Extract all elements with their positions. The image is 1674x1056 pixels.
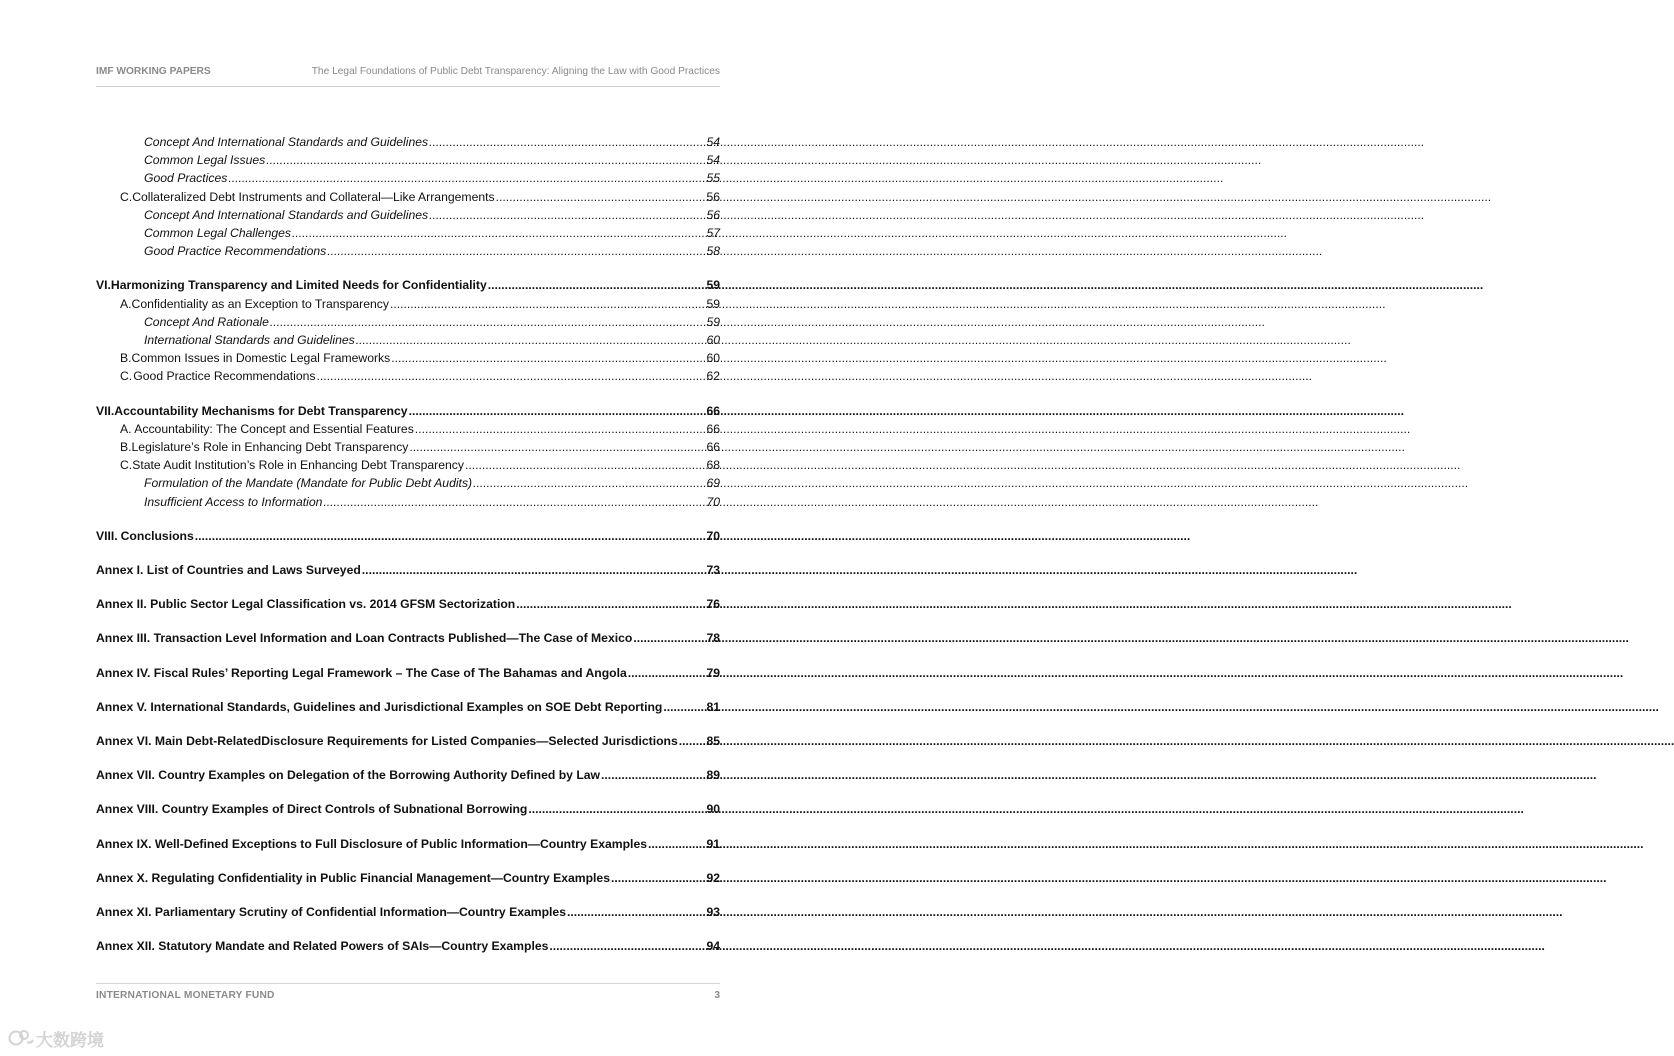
- toc-entry-page: 85: [706, 734, 720, 748]
- toc-entry[interactable]: [96, 188, 720, 206]
- toc-dot-leader: [528, 800, 705, 818]
- toc-entry-title: Good Practices: [144, 171, 228, 186]
- toc-dot-leader: [195, 527, 706, 545]
- toc-entry-title: A. Accountability: The Concept and Essential Features: [120, 421, 414, 436]
- toc-entry-title: Insufficient Access to Information: [144, 494, 323, 509]
- toc-entry[interactable]: [96, 456, 720, 474]
- toc-entry[interactable]: [96, 295, 720, 313]
- toc-entry-title: Common Issues in Domestic Legal Frameworks: [131, 351, 391, 366]
- toc-entry[interactable]: [96, 595, 720, 613]
- toc-entry-page: 59: [706, 296, 720, 311]
- toc-entry[interactable]: [96, 664, 720, 682]
- toc-entry[interactable]: [96, 151, 720, 169]
- toc-entry[interactable]: [96, 698, 720, 716]
- page-header: [96, 66, 720, 82]
- toc-entry-number: VII.: [96, 403, 115, 418]
- toc-entry[interactable]: [96, 732, 720, 750]
- toc-entry-page: 59: [706, 314, 720, 329]
- toc-entry-page: 70: [706, 528, 720, 543]
- toc-entry-page: 60: [706, 351, 720, 366]
- toc-entry-page: 66: [706, 421, 720, 436]
- toc-entry-page: 68: [706, 458, 720, 473]
- toc-dot-leader: [317, 367, 706, 385]
- toc-dot-leader: [266, 151, 705, 169]
- toc-dot-leader: [391, 349, 705, 367]
- toc-entry-title: International Standards and Guidelines: [144, 333, 355, 347]
- toc-entry[interactable]: [96, 206, 720, 224]
- toc-dot-leader: [415, 420, 706, 438]
- watermark-text: 大数跨境: [36, 1030, 104, 1050]
- toc-entry[interactable]: [96, 276, 720, 294]
- toc-dot-leader: [633, 629, 705, 647]
- toc-entry-page: 56: [706, 189, 720, 204]
- toc-entry[interactable]: [96, 331, 720, 349]
- toc-dot-leader: [648, 835, 705, 853]
- toc-dot-leader: [356, 331, 706, 349]
- footer-organization: INTERNATIONAL MONETARY FUND: [96, 990, 275, 1001]
- toc-entry-title: Annex II. Public Sector Legal Classification vs. 2014 GFSM Sectorization: [96, 597, 516, 612]
- toc-entry-title: Harmonizing Transparency and Limited Needs for Confidentiality: [110, 278, 487, 293]
- toc-entry-number: B.: [120, 440, 132, 454]
- toc-dot-leader: [390, 295, 705, 313]
- header-divider: [96, 86, 720, 87]
- toc-entry-title: Annex IV. Fiscal Rules’ Reporting Legal Framework – The Case of The Bahamas and Angola: [96, 665, 627, 680]
- toc-entry-page: 70: [706, 494, 720, 509]
- toc-entry-title: Annex VIII. Country Examples of Direct Controls of Subnational Borrowing: [96, 802, 528, 817]
- toc-entry-page: 57: [706, 226, 720, 240]
- toc-entry-number: B.: [120, 351, 132, 366]
- toc-dot-leader: [679, 732, 706, 750]
- toc-entry-number: VI.: [96, 278, 111, 293]
- toc-dot-leader: [323, 493, 705, 511]
- toc-dot-leader: [409, 438, 705, 456]
- toc-entry-page: 54: [706, 135, 720, 149]
- toc-entry-page: 55: [706, 171, 720, 186]
- toc-dot-leader: [628, 664, 706, 682]
- toc-entry-title: Formulation of the Mandate (Mandate for Public Debt Audits): [144, 476, 473, 491]
- toc-entry-page: 91: [706, 836, 720, 851]
- toc-entry-title: Annex III. Transaction Level Information and Loan Contracts Published—The Case of Mexico: [96, 631, 633, 646]
- toc-dot-leader: [611, 869, 705, 887]
- toc-entry-page: 81: [706, 699, 720, 714]
- toc-dot-leader: [663, 698, 705, 716]
- toc-entry-number: A.: [120, 296, 132, 311]
- toc-entry-page: 58: [706, 244, 720, 259]
- toc-entry[interactable]: [96, 937, 720, 955]
- toc-dot-leader: [409, 402, 706, 420]
- toc-dot-leader: [270, 313, 706, 331]
- toc-entry-title: Concept And Rationale: [144, 314, 269, 329]
- toc-dot-leader: [362, 561, 706, 579]
- toc-entry[interactable]: [96, 349, 720, 367]
- toc-entry[interactable]: [96, 313, 720, 331]
- toc-dot-leader: [549, 937, 705, 955]
- toc-entry-page: 73: [706, 563, 720, 577]
- toc-entry[interactable]: [96, 869, 720, 887]
- toc-entry[interactable]: [96, 629, 720, 647]
- paper-title: The Legal Foundations of Public Debt Transparency: Aligning the Law with Good Practices: [311, 66, 720, 77]
- toc-entry-title: Common Legal Challenges: [144, 226, 292, 240]
- toc-dot-leader: [292, 224, 705, 242]
- watermark-logo-icon: [8, 1027, 34, 1049]
- watermark: [8, 1026, 104, 1050]
- toc-entry-page: 56: [706, 207, 720, 222]
- toc-dot-leader: [327, 242, 705, 260]
- toc-entry-page: 69: [706, 476, 720, 491]
- toc-dot-leader: [429, 133, 705, 151]
- toc-dot-leader: [429, 206, 705, 224]
- toc-dot-leader: [488, 276, 706, 294]
- footer-divider: [96, 983, 720, 984]
- toc-entry[interactable]: [96, 438, 720, 456]
- toc-entry[interactable]: [96, 903, 720, 921]
- toc-entry-page: 62: [706, 369, 720, 384]
- toc-dot-leader: [473, 474, 705, 492]
- toc-entry-page: 60: [706, 333, 720, 347]
- toc-entry-title: Annex VII. Country Examples on Delegation of the Borrowing Authority Defined by Law: [96, 768, 601, 783]
- toc-entry-number: C.: [120, 458, 133, 473]
- toc-entry-page: 59: [706, 278, 720, 293]
- toc-entry-title: Good Practice Recommendations: [133, 369, 316, 384]
- toc-entry-title: Accountability Mechanisms for Debt Transparency: [114, 403, 408, 418]
- toc-dot-leader: [601, 766, 705, 784]
- toc-entry[interactable]: [96, 420, 720, 438]
- toc-entry[interactable]: [96, 561, 720, 579]
- toc-entry-title: Annex XI. Parliamentary Scrutiny of Confidential Information—Country Examples: [96, 905, 566, 919]
- toc-entry-title: Conclusions: [120, 528, 194, 543]
- toc-entry-page: 78: [706, 631, 720, 646]
- toc-entry[interactable]: [96, 835, 720, 853]
- toc-entry[interactable]: [96, 367, 720, 385]
- toc-entry-page: 66: [706, 440, 720, 454]
- series-label: IMF WORKING PAPERS: [96, 66, 211, 77]
- toc-entry-number: VIII.: [96, 528, 118, 543]
- toc-entry-page: 93: [706, 905, 720, 919]
- toc-entry-title: Legislature’s Role in Enhancing Debt Transparency: [131, 440, 409, 454]
- toc-entry[interactable]: [96, 133, 720, 151]
- toc-entry[interactable]: [96, 493, 720, 511]
- toc-entry-title: Annex VI. Main Debt-RelatedDisclosure Requirements for Listed Companies—Selected Jurisdictions: [96, 734, 678, 748]
- toc-dot-leader: [567, 903, 705, 921]
- toc-entry-title: Concept And International Standards and Guidelines: [144, 135, 429, 149]
- toc-dot-leader: [228, 169, 705, 187]
- toc-dot-leader: [496, 188, 706, 206]
- toc-entry[interactable]: [96, 800, 720, 818]
- toc-entry-title: Annex X. Regulating Confidentiality in Public Financial Management—Country Examples: [96, 870, 610, 885]
- toc-entry-page: 94: [706, 939, 720, 954]
- toc-dot-leader: [465, 456, 706, 474]
- toc-entry[interactable]: [96, 766, 720, 784]
- toc-entry-page: 90: [706, 802, 720, 817]
- toc-dot-leader: [516, 595, 705, 613]
- toc-entry-title: Confidentiality as an Exception to Transparency: [131, 296, 389, 311]
- toc-entry[interactable]: [96, 402, 720, 420]
- toc-entry-title: Annex I. List of Countries and Laws Surveyed: [96, 563, 361, 577]
- toc-entry[interactable]: [96, 169, 720, 187]
- toc-entry-page: 76: [706, 597, 720, 612]
- toc-entry-page: 66: [706, 403, 720, 418]
- toc-entry-page: 79: [706, 665, 720, 680]
- toc-entry-page: 92: [706, 870, 720, 885]
- page-number: 3: [714, 990, 720, 1001]
- toc-entry-title: Annex XII. Statutory Mandate and Related Powers of SAIs—Country Examples: [96, 939, 549, 954]
- toc-entry[interactable]: [96, 224, 720, 242]
- toc-entry-page: 89: [706, 768, 720, 783]
- toc-entry-title: State Audit Institution’s Role in Enhancing Debt Transparency: [132, 458, 464, 473]
- toc-entry-page: 54: [706, 153, 720, 168]
- toc-entry-number: C.: [120, 189, 133, 204]
- toc-entry-title: Collateralized Debt Instruments and Collateral—Like Arrangements: [132, 189, 495, 204]
- toc-entry-title: Concept And International Standards and Guidelines: [144, 207, 429, 222]
- toc-entry[interactable]: [96, 527, 720, 545]
- toc-entry[interactable]: [96, 474, 720, 492]
- toc-entry-title: Common Legal Issues: [144, 153, 266, 168]
- toc-entry-number: C.: [120, 369, 133, 384]
- page-footer: [96, 990, 720, 1006]
- toc-entry[interactable]: [96, 242, 720, 260]
- toc-entry-title: Annex IX. Well-Defined Exceptions to Full Disclosure of Public Information—Country Examples: [96, 836, 648, 851]
- toc-entry-title: Good Practice Recommendations: [144, 244, 327, 259]
- toc-entry-title: Annex V. International Standards, Guidelines and Jurisdictional Examples on SOE Debt Reporting: [96, 699, 663, 714]
